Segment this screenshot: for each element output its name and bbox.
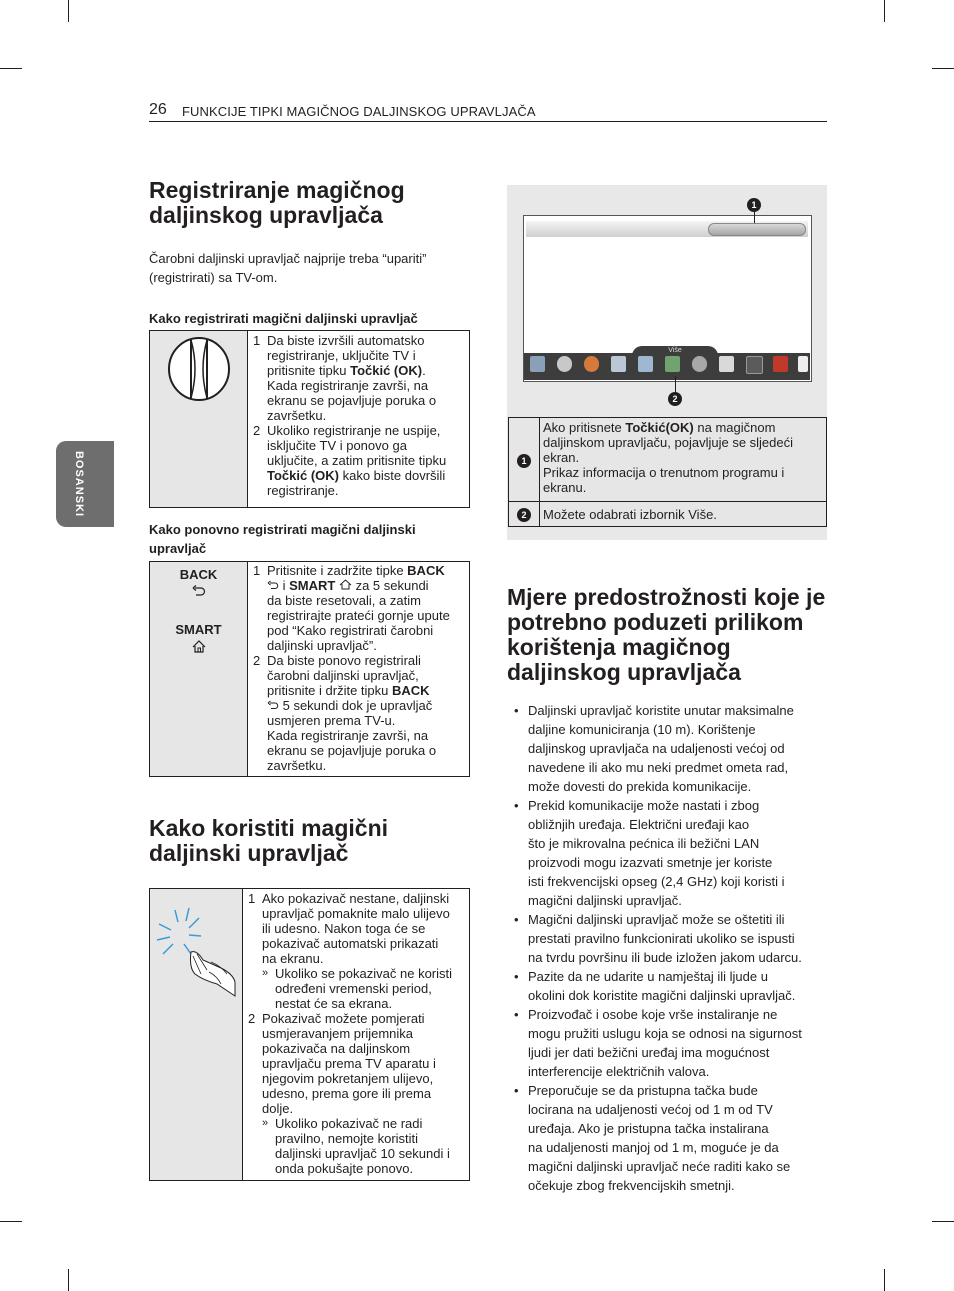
- callout-1-description: Ako pritisnete Točkić(OK) na magičnom daljinskom upravljaču, pojavljuje se sljedeći ekran. Prikaz informacija o trenutnom programu i ekranu.: [540, 418, 827, 502]
- callout-2-description: Možete odabrati izbornik Više.: [540, 502, 827, 527]
- dock-more-tab: Više: [632, 346, 718, 356]
- use-step-1: 1 Ako pokazivač nestane, daljinski upravljač pomaknite malo ulijevo ili udesno. Nakon toga će se pokazivač automatski prikazati na ekranu. » Ukoliko se pokazivač ne koristi određeni vremenski period, nestat će sa ekrana.: [244, 891, 466, 1011]
- dock-app-icon: [530, 356, 545, 372]
- dock-settings-icon: [557, 356, 572, 372]
- crop-mark: [68, 1269, 69, 1291]
- crop-mark: [884, 1269, 885, 1291]
- use-steps-text: [243, 889, 470, 1181]
- language-tab-label: BOSANSKI: [73, 450, 85, 518]
- register-steps-table: [149, 330, 470, 508]
- back-smart-cell: [150, 562, 248, 777]
- list-item: • Preporučuje se da pristupna tačka bude locirana na udaljenosti većoj od 1 m od TV uređaja. Ako je pristupna tačka instalirana na udaljenosti manjoj od 1 m, moguće je da magični daljinski upravljač neće raditi kako se očekuje zbog frekvencijskih smetnji.: [507, 1081, 837, 1195]
- dock-app-icon: [773, 356, 788, 372]
- wheel-button-icon: [151, 332, 246, 503]
- dock-app-icon: [584, 356, 599, 372]
- crop-mark: [0, 1221, 22, 1222]
- use-step-1-note: » Ukoliko se pokazivač ne koristi određeni vremenski period, nestat će sa ekrana.: [262, 966, 453, 1011]
- header-rule: [149, 121, 827, 122]
- smart-button-label: SMART: [175, 622, 222, 637]
- section-title-use: Kako koristiti magični daljinski upravljač: [149, 815, 389, 866]
- callout-2-badge: 2: [517, 508, 531, 522]
- callout-2-line: [675, 376, 676, 393]
- callout-1: 1: [747, 198, 761, 212]
- precautions-list: [507, 701, 837, 1195]
- tv-info-pill: [708, 223, 806, 236]
- back-button-label: BACK: [179, 567, 218, 582]
- register-step-2: 2 Ukoliko registriranje ne uspije, isključite TV i ponovo ga uključite, a zatim pritisnite tipku Točkić (OK) kako biste dovršili registriranje.: [253, 423, 447, 498]
- dock-app-icon: [665, 356, 680, 372]
- use-step-2-note: » Ukoliko pokazivač ne radi pravilno, nemojte koristiti daljinski upravljač 10 sekundi i onda pokušajte ponovo.: [262, 1116, 450, 1176]
- list-item: • Magični daljinski upravljač može se oštetiti ili prestati pravilno funkcionirati ukoliko se ispusti na tvrdu površinu ili bude izložen jakom udarcu.: [507, 910, 837, 967]
- dock-close-icon: [798, 356, 808, 372]
- list-item: • Pazite da ne udarite u namještaj ili ljude u okolini dok koristite magični daljinski upravljač.: [507, 967, 837, 1005]
- callout-1-line: [754, 212, 755, 223]
- list-item: • Proizvođač i osobe koje vrše instaliranje ne mogu pružiti uslugu koja se odnosi na sigurnost ljudi jer dati bežični uređaj ima mogućnost interferencije električnih valova.: [507, 1005, 837, 1081]
- reregister-step-2: 2 Da biste ponovo registrirali čarobni daljinski upravljač, pritisnite i držite tipku BACK 5 sekundi dok je upravljač usmjeren prema TV-u. Kada registriranje završi, na ekranu se pojavljuje poruka o završetku.: [253, 653, 437, 773]
- back-icon: [191, 584, 207, 598]
- wheel-illustration-cell: [150, 331, 248, 508]
- crop-mark: [68, 0, 69, 22]
- crop-mark: [0, 68, 22, 69]
- smart-home-icon: [339, 579, 352, 590]
- register-steps-text: [248, 331, 470, 508]
- section-title-register: Registriranje magičnog daljinskog upravljača: [149, 177, 405, 228]
- back-icon: [267, 700, 279, 710]
- callout-1-badge: 1: [517, 454, 531, 468]
- callout-2: 2: [668, 392, 682, 406]
- register-step-1: 1 Da biste izvršili automatsko registriranje, uključite TV i pritisnite tipku Točkić (OK). Kada registriranje završi, na ekranu se pojavljuje poruka o završetku.: [253, 333, 437, 423]
- dock-app-icon: [746, 356, 763, 374]
- use-step-2: 2 Pokazivač možete pomjerati usmjeravanjem prijemnika pokazivača na daljinskom upravljaču prema TV aparatu i njegovim pokretanjem ulijevo, udesno, prema gore ili prema dolje. » Ukoliko pokazivač ne radi pravilno, nemojte koristiti daljinski upravljač 10 sekundi i onda pokušajte ponovo.: [244, 1011, 466, 1176]
- running-header: FUNKCIJE TIPKI MAGIČNOG DALJINSKOG UPRAVLJAČA: [182, 104, 536, 119]
- dock-app-icon: [638, 356, 653, 372]
- tv-callout-table: [508, 417, 827, 527]
- list-item: • Daljinski upravljač koristite unutar maksimalne daljine komuniciranja (10 m). Korištenje daljinskog upravljača na udaljenosti većoj od navedene ili ako mu neki predmet ometa rad, može dovesti do prekida komunikacije.: [507, 701, 837, 796]
- pointer-hand-icon: [151, 904, 241, 1004]
- list-item: • Prekid komunikacije može nastati i zbog obližnjih uređaja. Električni uređaji kao što je mikrovalna pećnica ili bežični LAN proizvodi mogu izazvati smetnje jer koriste isti frekvencijski opseg (2,4 GHz) koji koristi i magični daljinski upravljač.: [507, 796, 837, 910]
- reregister-title: Kako ponovno registrirati magični daljinski upravljač: [149, 522, 416, 556]
- pointer-illustration-cell: [150, 889, 243, 1181]
- use-steps-table: [149, 888, 470, 1181]
- reregister-step-1: 1 Pritisnite i zadržite tipke BACK i SMART za 5 sekundi da biste resetovali, a zatim registrirajte prateći gornje upute pod “Kako registrirati čarobni daljinski upravljač”.: [253, 563, 450, 653]
- smart-home-icon: [191, 639, 207, 654]
- register-intro: Čarobni daljinski upravljač najprije treba “upariti” (registrirati) sa TV-om.: [149, 251, 427, 285]
- back-icon: [267, 580, 279, 590]
- crop-mark: [884, 0, 885, 22]
- register-howto-title: Kako registrirati magični daljinski upravljač: [149, 311, 418, 326]
- section-title-precautions: Mjere predostrožnosti koje je potrebno poduzeti prilikom korištenja magičnog daljinskog upravljača: [507, 584, 826, 685]
- page-number: 26: [149, 101, 167, 118]
- dock-app-icon: [719, 356, 734, 372]
- reregister-steps-text: [248, 562, 470, 777]
- crop-mark: [932, 68, 954, 69]
- crop-mark: [932, 1221, 954, 1222]
- dock-search-icon: [611, 356, 626, 372]
- dock-app-icon: [692, 356, 707, 372]
- reregister-steps-table: [149, 561, 470, 777]
